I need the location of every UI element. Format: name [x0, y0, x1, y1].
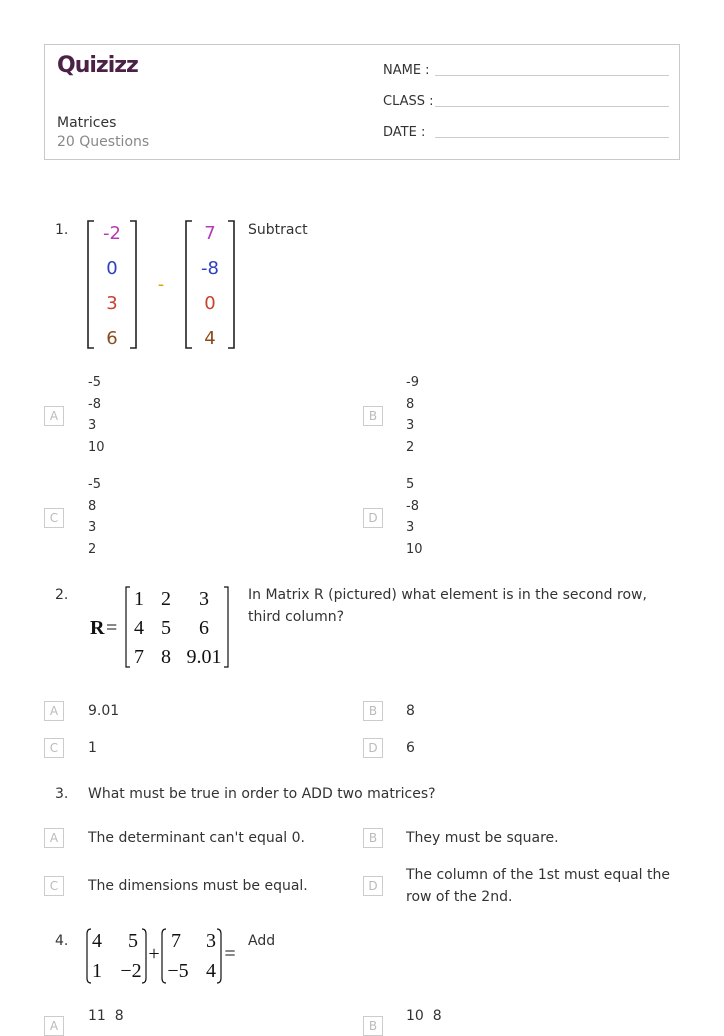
- option-value: -8: [406, 498, 419, 514]
- question-number: 3.: [55, 786, 69, 802]
- class-label: CLASS :: [383, 94, 434, 109]
- matrix-entry: 4: [206, 960, 216, 982]
- matrix-right-entry: 0: [204, 293, 216, 314]
- matrix-entry: 1: [92, 960, 102, 982]
- option-b-marker[interactable]: B: [363, 828, 383, 848]
- option-b-marker[interactable]: B: [363, 1016, 383, 1036]
- option-c-marker[interactable]: C: [44, 876, 64, 896]
- option-value: 8: [88, 498, 97, 514]
- question-count: 20 Questions: [57, 134, 150, 150]
- option-a-marker[interactable]: A: [44, 828, 64, 848]
- option-a-text[interactable]: 9.01: [88, 703, 120, 719]
- option-value: 10: [406, 541, 423, 557]
- option-d-text[interactable]: The column of the 1st must equal the row of the 2nd.: [406, 867, 670, 905]
- question-text: Subtract: [248, 222, 308, 238]
- option-value: 3: [406, 418, 415, 433]
- option-value: 10: [88, 439, 105, 455]
- matrix-entry: 1: [134, 588, 144, 610]
- question-text: What must be true in order to ADD two matrices?: [88, 786, 436, 802]
- matrix-entry: 7: [171, 930, 181, 952]
- option-d-marker[interactable]: D: [363, 738, 383, 758]
- option-b-matrix: [406, 372, 419, 458]
- matrix-entry: 5: [128, 930, 138, 952]
- date-field[interactable]: [383, 125, 669, 140]
- svg-text:+: +: [148, 943, 160, 965]
- matrix-entry: 6: [199, 617, 209, 639]
- option-a-matrix: [88, 372, 105, 458]
- option-c-marker[interactable]: C: [44, 508, 64, 528]
- option-value: 8: [406, 396, 415, 412]
- option-a-text[interactable]: The determinant can't equal 0.: [88, 830, 305, 846]
- option-value: 2: [406, 439, 415, 455]
- option-d-marker[interactable]: D: [363, 508, 383, 528]
- option-b-marker[interactable]: B: [363, 406, 383, 426]
- matrix-left-entry: -2: [103, 223, 121, 244]
- option-value: 5: [406, 477, 415, 492]
- name-label: NAME :: [383, 63, 430, 78]
- matrix-entry: 7: [134, 646, 144, 668]
- option-value: 3: [88, 520, 97, 535]
- matrix-entry: 3: [199, 588, 209, 610]
- question-text: Add: [248, 933, 276, 949]
- option-d-text[interactable]: 6: [406, 740, 415, 756]
- question-number: 4.: [55, 933, 69, 949]
- option-value: -5: [88, 477, 101, 492]
- option-a-marker[interactable]: A: [44, 701, 64, 721]
- matrix-name: R: [90, 617, 105, 639]
- date-label: DATE :: [383, 125, 426, 140]
- question-1-matrix-image: [84, 216, 240, 354]
- matrix-entry: 3: [206, 930, 216, 952]
- matrix-left-entry: 3: [106, 293, 118, 314]
- option-value: -5: [88, 375, 101, 390]
- matrix-entry: −2: [120, 960, 142, 982]
- option-c-matrix: [88, 474, 101, 560]
- matrix-entry: 9.01: [186, 646, 222, 668]
- option-a-marker[interactable]: A: [44, 406, 64, 426]
- option-b-text[interactable]: 8: [406, 703, 415, 719]
- option-a-marker[interactable]: A: [44, 1016, 64, 1036]
- matrix-entry: 2: [161, 588, 171, 610]
- option-c-marker[interactable]: C: [44, 738, 64, 758]
- svg-text:=: =: [224, 943, 236, 965]
- matrix-entry: −5: [167, 960, 189, 982]
- option-b-text: 10 8: [406, 1008, 442, 1024]
- minus-operator: -: [157, 274, 165, 295]
- option-d-matrix: [406, 474, 423, 560]
- option-c-text[interactable]: 1: [88, 740, 97, 756]
- option-b-marker[interactable]: B: [363, 701, 383, 721]
- option-value: 3: [406, 520, 415, 535]
- matrix-entry: 5: [161, 617, 171, 639]
- question-4-matrix-image: [84, 926, 240, 986]
- matrix-entry: 4: [134, 617, 144, 639]
- option-c-text[interactable]: The dimensions must be equal.: [88, 878, 308, 894]
- worksheet-title: Matrices: [57, 115, 117, 131]
- question-2-matrix-image: [88, 583, 238, 671]
- option-a-text: 11 8: [88, 1008, 124, 1024]
- option-value: 3: [88, 418, 97, 433]
- worksheet-header: [44, 44, 680, 160]
- option-d-marker[interactable]: D: [363, 876, 383, 896]
- matrix-left-entry: 6: [106, 328, 118, 349]
- class-field[interactable]: [383, 94, 669, 109]
- matrix-right-entry: 4: [204, 328, 216, 349]
- matrix-entry: 8: [161, 646, 171, 668]
- name-field[interactable]: [383, 63, 669, 78]
- question-number: 1.: [55, 222, 69, 238]
- question-text: In Matrix R (pictured) what element is in the second row, third column?: [248, 587, 647, 625]
- brand-logo: Quizizz: [57, 53, 138, 78]
- option-b-text[interactable]: They must be square.: [406, 830, 559, 846]
- matrix-left-entry: 0: [106, 258, 118, 279]
- option-value: 2: [88, 541, 97, 557]
- svg-text:=: =: [106, 617, 118, 639]
- matrix-entry: 4: [92, 930, 102, 952]
- option-value: -9: [406, 375, 419, 390]
- matrix-right-entry: -8: [201, 258, 219, 279]
- question-number: 2.: [55, 587, 69, 603]
- matrix-right-entry: 7: [204, 223, 216, 244]
- option-value: -8: [88, 396, 101, 412]
